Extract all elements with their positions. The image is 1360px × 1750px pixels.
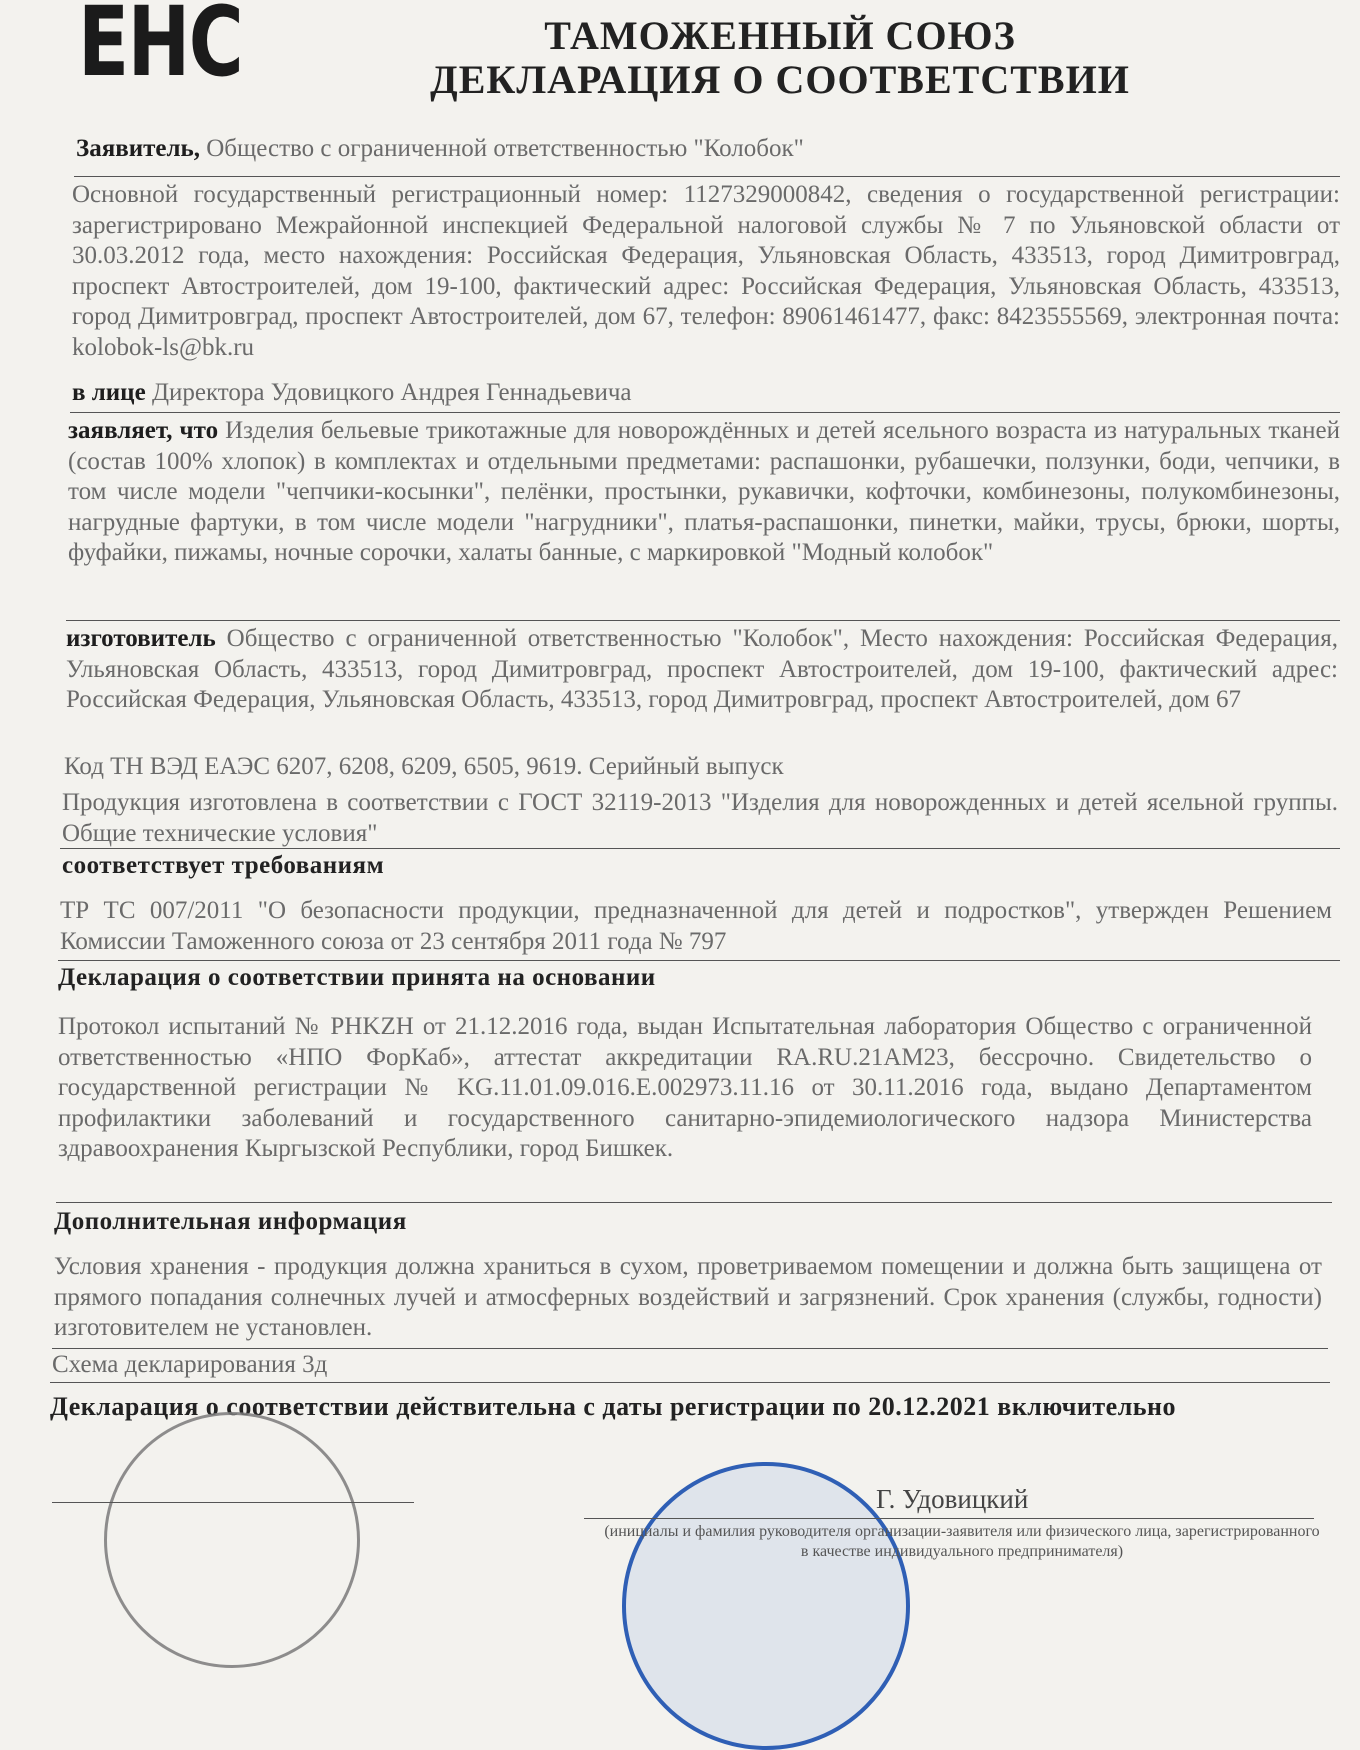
additional-text: Условия хранения - продукция должна храниться в сухом, проветриваемом помещении и должна быть защищена от прямого попадания солнечных лучей и атмосферных воздействий и загрязнений. Срок хранения (службы, годности) изготовителем не установлен. (54, 1253, 1322, 1341)
applicant-line (76, 134, 1352, 165)
validity-statement: Декларация о соответствии действительна с даты регистрации по 20.12.2021 включительно (50, 1392, 1177, 1421)
representative-text: Директора Удовицкого Андрея Геннадьевича (151, 379, 632, 406)
declaration-scheme: Схема декларирования 3д (52, 1351, 328, 1378)
applicant-name: Общество с ограниченной ответственностью "Колобок" (206, 135, 804, 162)
product-code: Код ТН ВЭД ЕАЭС 6207, 6208, 6209, 6505, 9619. Серийный выпуск (64, 753, 784, 780)
declares-text: Изделия бельевые трикотажные для новорождённых и детей ясельного возраста из натуральных тканей (состав 100% хлопок) в комплектах и отдельными предметами: распашонки, рубашечки, ползунки, боди, чепчики, в том числе модели "чепчики-косынки", пелёнки, простынки, рукавички, кофточки, комбинезоны, полукомбинезоны, нагрудные фартуки, в том числе модели "нагрудники", платья-распашонки, пинетки, майки, трусы, брюки, шорты, фуфайки, пижамы, ночные сорочки, халаты банные, с маркировкой "Модный колобок" (68, 417, 1341, 566)
signatory-name: Г. Удовицкий (876, 1484, 1029, 1514)
rule (70, 412, 1340, 413)
representative-line (72, 378, 1348, 409)
declares-label: заявляет, что (68, 417, 219, 444)
seal-stamp-gray (104, 1412, 360, 1668)
rule (56, 1202, 1332, 1203)
title-declaration: ДЕКЛАРАЦИЯ О СООТВЕТСТВИИ (430, 57, 1130, 102)
manufacturer-label: изготовитель (66, 625, 216, 652)
basis-text: Протокол испытаний № PHKZH от 21.12.2016 года, выдан Испытательная лаборатория Общество с ограниченной ответственностью «НПО ФорКаб», аттестат аккредитации RA.RU.21AM23, бессрочно. Свидетельство о государственной регистрации № KG.11.01.09.016.E.002973.11.16 от 30.11.2016 года, выдано Департаментом профилактики заболеваний и государственного санитарно-эпидемиологического надзора Министерства здравоохранения Кыргызской Республики, город Бишкек. (58, 1013, 1312, 1162)
title-customs-union: ТАМОЖЕННЫЙ СОЮЗ (544, 13, 1016, 58)
signature-line (584, 1518, 1314, 1519)
rule (66, 620, 1340, 621)
declares-block (68, 416, 1340, 569)
rule (50, 1382, 1330, 1383)
product-standard: Продукция изготовлена в соответствии с ГОСТ 32119-2013 "Изделия для новорожденных и детей ясельной группы. Общие технические условия" (62, 789, 1338, 847)
representative-label: в лице (72, 379, 146, 406)
signature-caption: (инициалы и фамилия руководителя организации-заявителя или физического лица, зарегистрированного в качестве индивидуального предпринимателя) (604, 1523, 1320, 1560)
manufacturer-text: Общество с ограниченной ответственностью "Колобок", Место нахождения: Российская Федерация, Ульяновская Область, 433513, город Димитровград, проспект Автостроителей, дом 19-100, фактический адрес: Российская Федерация, Ульяновская Область, 433513, город Димитровград, проспект Автостроителей, дом 67 (66, 625, 1339, 713)
rule (60, 848, 1340, 849)
eac-logo: ЕНС (78, 0, 243, 98)
rule (74, 176, 1340, 177)
applicant-label: Заявитель, (76, 135, 200, 162)
manufacturer-block (66, 624, 1338, 716)
rule (58, 960, 1340, 961)
registration-info: Основной государственный регистрационный номер: 1127329000842, сведения о государственной регистрации: зарегистрировано Межрайонной инспекцией Федеральной налоговой службы № 7 по Ульяновской области от 30.03.2012 года, место нахождения: Российская Федерация, Ульяновская Область, 433513, город Димитровград, проспект Автостроителей, дом 19-100, фактический адрес: Российская Федерация, Ульяновская Область, 433513, город Димитровград, проспект Автостроителей, дом 67, телефон: 89061461477, факс: 8423555569, электронная почта: kolobok-ls@bk.ru (72, 181, 1340, 361)
requirements-text: ТР ТС 007/2011 "О безопасности продукции, предназначенной для детей и подростков", утвержден Решением Комиссии Таможенного союза от 23 сентября 2011 года № 797 (60, 897, 1332, 955)
seal-stamp-blue (622, 1462, 910, 1750)
requirements-heading: соответствует требованиям (62, 852, 385, 879)
signature-line (52, 1502, 414, 1503)
basis-heading: Декларация о соответствии принята на основании (58, 964, 656, 991)
additional-heading: Дополнительная информация (54, 1208, 407, 1235)
rule (52, 1348, 1328, 1349)
